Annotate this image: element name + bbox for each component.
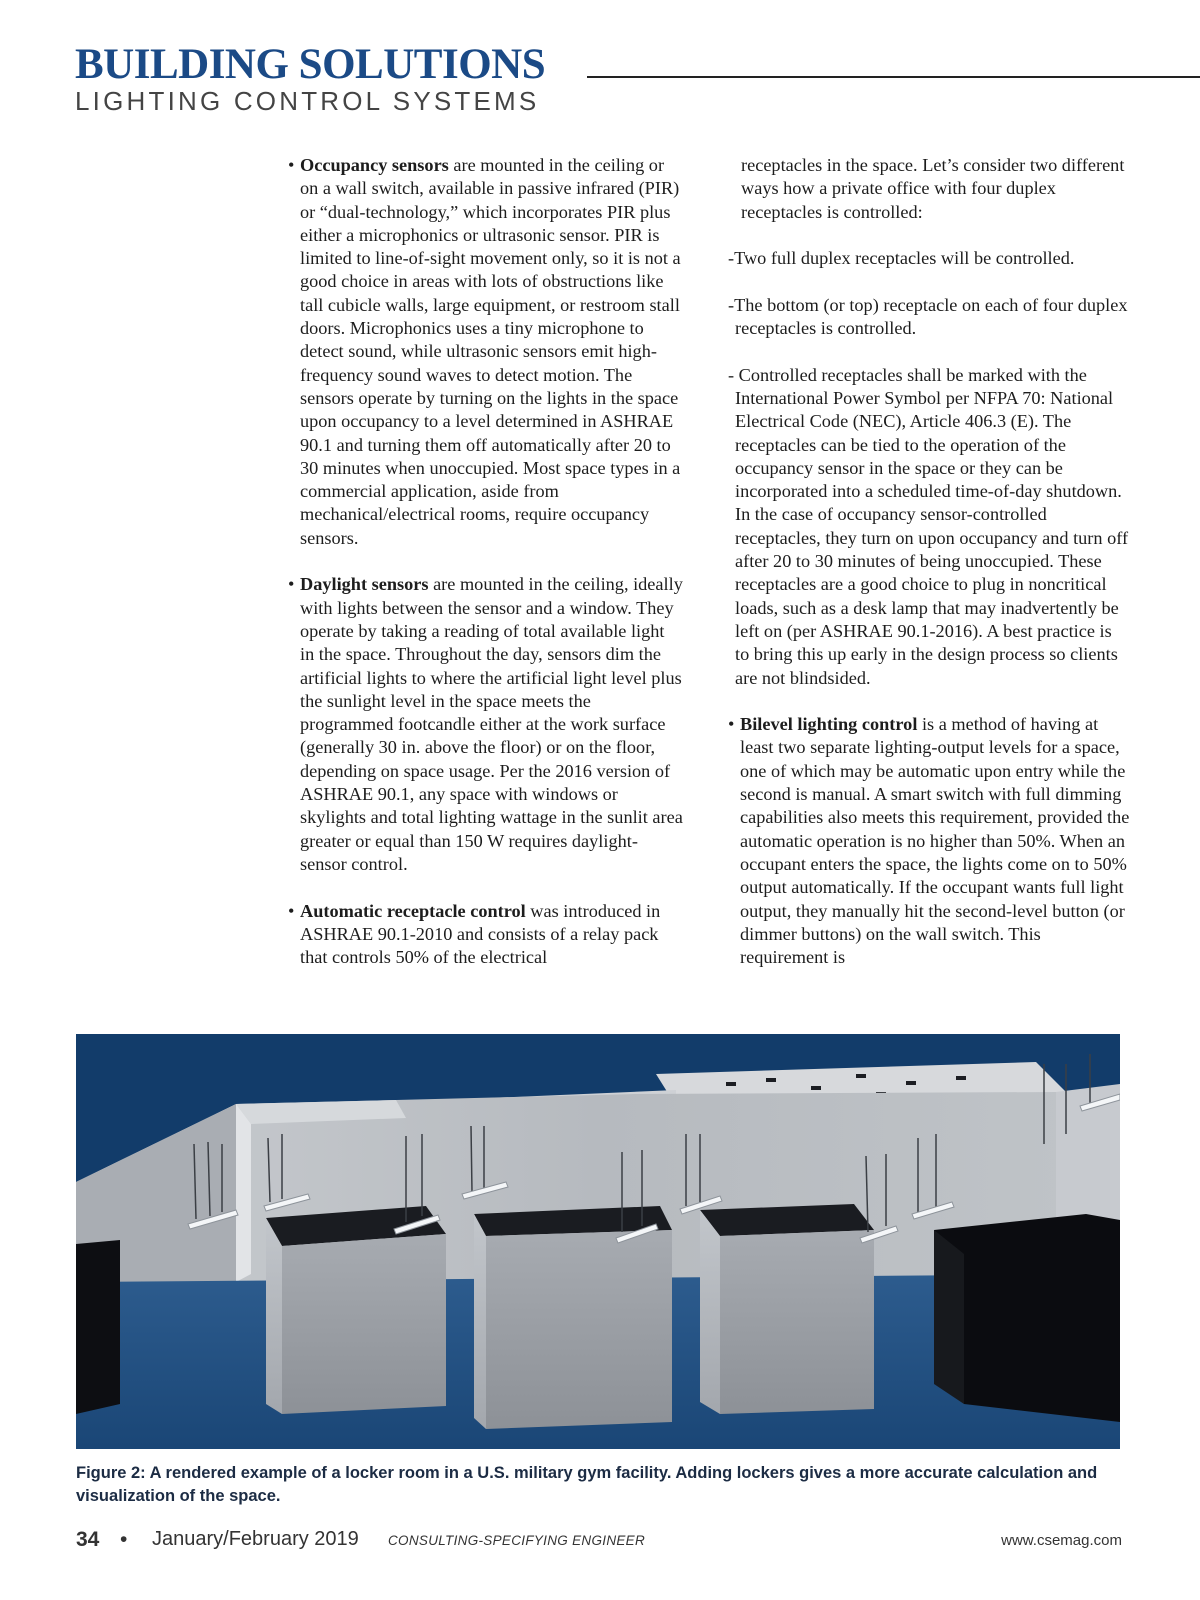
bilevel-control-text: is a method of having at least two separate lighting-output levels for a space, one of which may be automatic upon entry while the second is manual. A smart switch with full dimming capabilities also meets this requirement, provided the automatic operation is no higher than 50%. When an occupant enters the space, the lights come on to 50% output automatically. If the occupant wants full light output, they manually hit the second-level button (or dimmer buttons) on the wall switch. This requirement is (740, 714, 1130, 968)
receptacle-option-2: -The bottom (or top) receptacle on each of four duplex receptacles is controlled. (728, 294, 1128, 339)
publication-name: CONSULTING-SPECIFYING ENGINEER (388, 1533, 646, 1548)
receptacle-continuation: receptacles in the space. Let’s consider two different ways how a private office with four duplex receptacles is controlled: (741, 155, 1125, 222)
figure-caption: Figure 2: A rendered example of a locker room in a U.S. military gym facility. Adding lockers gives a more accurate calculation and visualization of the space. (76, 1464, 1098, 1505)
website-link[interactable]: www.csemag.com (1001, 1532, 1122, 1549)
daylight-sensors-term: Daylight sensors (300, 574, 429, 595)
section-title: BUILDING SOLUTIONS (75, 41, 546, 88)
bullet-icon: • (288, 574, 295, 595)
receptacle-control-paragraph (288, 900, 683, 970)
locker-room-render-image (76, 1034, 1120, 1449)
page-footer (76, 1528, 1122, 1558)
article-column-right (728, 154, 1130, 969)
daylight-sensors-paragraph (288, 573, 683, 876)
occupancy-sensors-paragraph (288, 154, 683, 550)
bullet-icon: • (288, 155, 295, 175)
bullet-icon: • (288, 900, 295, 921)
title-rule (587, 76, 1200, 78)
article-column-left (288, 154, 683, 969)
issue-date: January/February 2019 (152, 1528, 359, 1550)
figure-locker-room-render (76, 1034, 1120, 1449)
footer-separator: • (120, 1528, 128, 1551)
occupancy-sensors-text: are mounted in the ceiling or on a wall switch, available in passive infrared (PIR) or “dual-technology,” which incorporates PIR plus either a microphonics or ultrasonic sensor. PIR is limited to line-of-sight movement only, so it is not a good choice in areas with lots of obstructions like tall cubicle walls, large equipment, or restroom stall doors. Microphonics uses a tiny microphone to detect sound, while ultrasonic sensors emit high-frequency sound waves to detect motion. The sensors operate by turning on the lights in the space upon occupancy to a level determined in ASHRAE 90.1 and turning them off automatically after 20 to 30 minutes when unoccupied. Most space types in a commercial application, aside from mechanical/electrical rooms, require occupancy sensors. (300, 155, 681, 548)
bullet-icon: • (728, 714, 735, 735)
occupancy-sensors-term: Occupancy sensors (300, 155, 449, 175)
page-header (75, 40, 1200, 120)
section-subtitle: LIGHTING CONTROL SYSTEMS (75, 86, 540, 116)
receptacle-marking-note: - Controlled receptacles shall be marked with the International Power Symbol per NFPA 70: National Electrical Code (NEC), Article 406.3 (E). The receptacles can be tied to the operation of the occupancy sensor in the space or they can be incorporated into a scheduled time-of-day shutdown. In the case of occupancy sensor-controlled receptacles, they turn on upon occupancy and turn off after 20 to 30 minutes of being unoccupied. These receptacles are a good choice to plug in noncritical loads, such as a desk lamp that may inadvertently be left on (per ASHRAE 90.1-2016). A best practice is to bring this up early in the design process so clients are not blindsided. (728, 364, 1129, 688)
bilevel-control-paragraph (728, 713, 1130, 969)
receptacle-control-text: was introduced in ASHRAE 90.1-2010 and consists of a relay pack that controls 50% of the electrical (300, 900, 661, 968)
daylight-sensors-text: are mounted in the ceiling, ideally with lights between the sensor and a window. They operate by taking a reading of total available light in the space. Throughout the day, sensors dim the artificial lights to where the artificial light level plus the sunlight level in the space meets the programmed footcandle either at the work surface (generally 30 in. above the floor) or on the floor, depending on space usage. Per the 2016 version of ASHRAE 90.1, any space with windows or skylights and total lighting wattage in the sunlit area greater or equal than 150 W requires daylight-sensor control. (300, 574, 683, 874)
page-number: 34 (76, 1528, 100, 1551)
bilevel-control-term: Bilevel lighting control (740, 714, 918, 735)
receptacle-option-1: -Two full duplex receptacles will be controlled. (728, 248, 1075, 269)
receptacle-control-term: Automatic receptacle control (300, 900, 526, 921)
